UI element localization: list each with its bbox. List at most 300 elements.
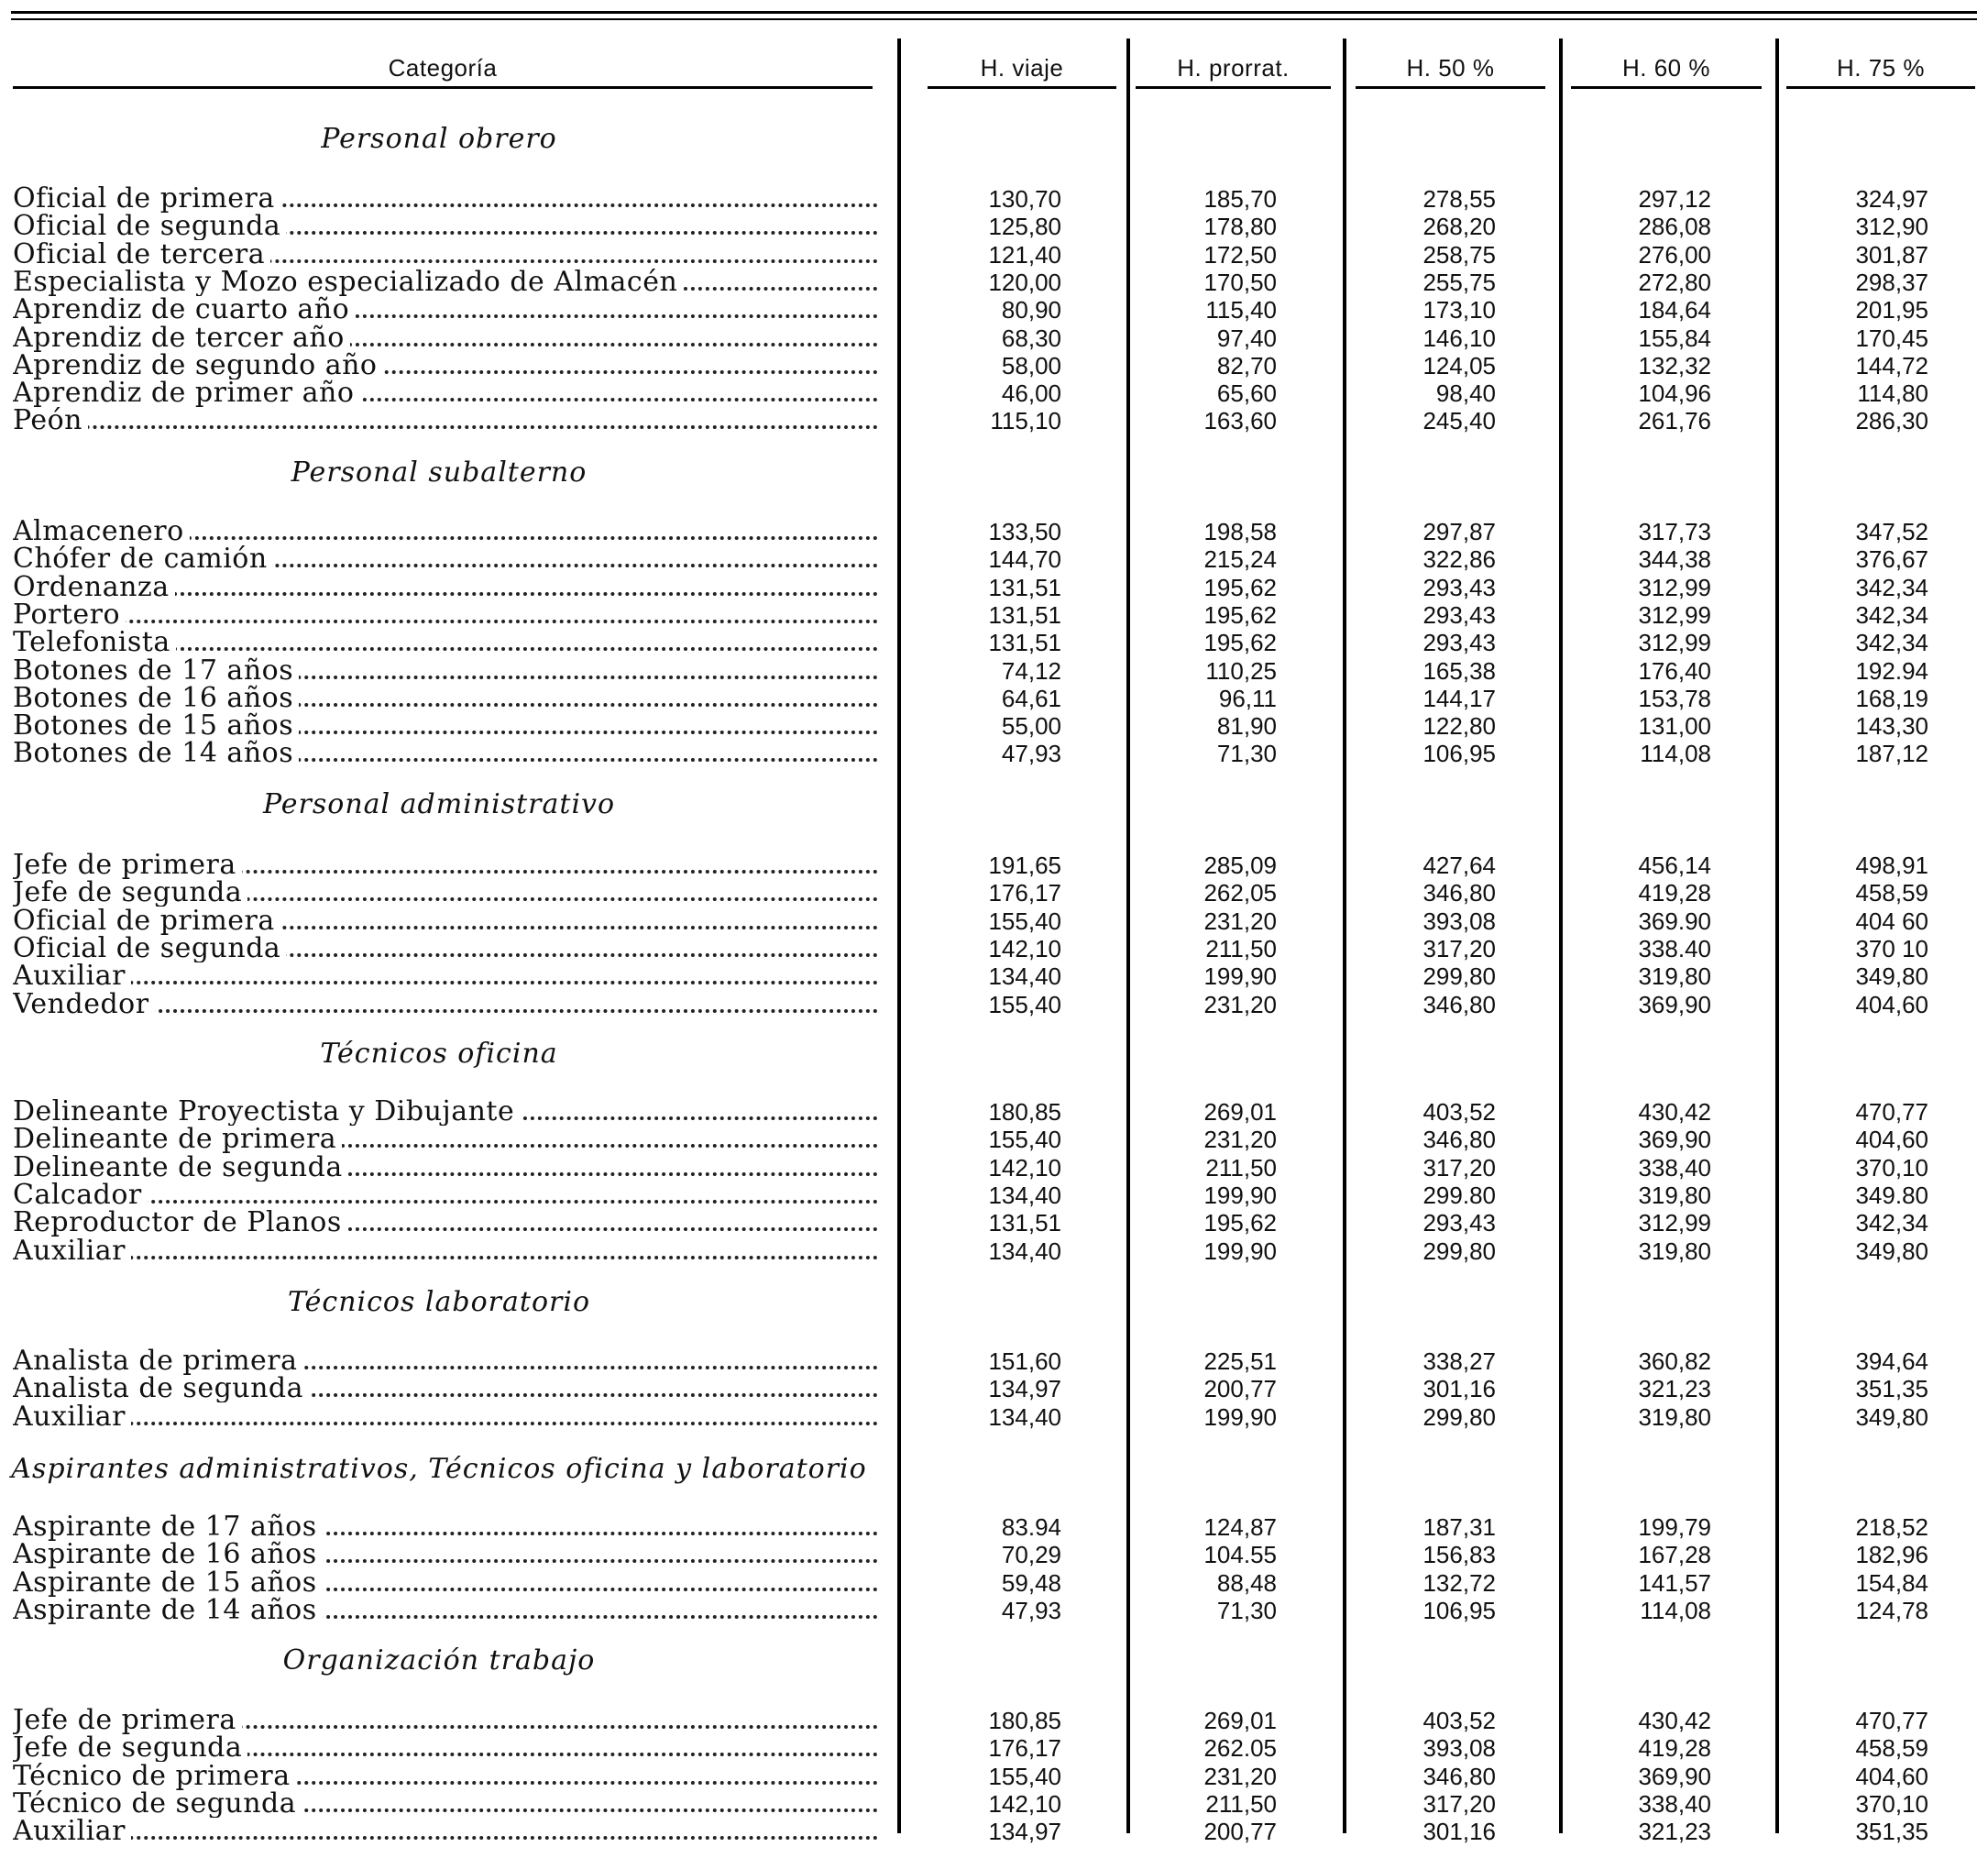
cell-value: 349,80 bbox=[1855, 1403, 1928, 1431]
cell-value: 498,91 bbox=[1855, 852, 1928, 879]
leader-dots bbox=[13, 425, 878, 429]
row-label-text: Aspirante de 14 años bbox=[13, 1597, 323, 1624]
row-label bbox=[13, 185, 878, 213]
cell-value: 195,62 bbox=[1203, 1209, 1277, 1237]
cell-value: 297,87 bbox=[1422, 518, 1496, 545]
leader-dots bbox=[13, 981, 878, 984]
table-row bbox=[0, 407, 1988, 434]
row-label-text: Jefe de segunda bbox=[13, 879, 247, 907]
cell-value: 134,40 bbox=[988, 1182, 1061, 1209]
cell-value: 125,80 bbox=[988, 213, 1061, 240]
row-label bbox=[13, 1569, 878, 1597]
cell-value: 269,01 bbox=[1203, 1098, 1277, 1126]
header-underline bbox=[13, 86, 873, 89]
row-label bbox=[13, 1513, 878, 1541]
cell-value: 132,32 bbox=[1638, 352, 1711, 379]
table-row bbox=[0, 1098, 1988, 1126]
cell-value: 106,95 bbox=[1422, 1597, 1496, 1624]
cell-value: 192.94 bbox=[1855, 657, 1928, 685]
table-row bbox=[0, 852, 1988, 879]
cell-value: 47,93 bbox=[1001, 1597, 1061, 1624]
table-row bbox=[0, 1182, 1988, 1209]
row-label-text: Delineante de primera bbox=[13, 1126, 342, 1153]
table-row bbox=[0, 1403, 1988, 1431]
cell-value: 182,96 bbox=[1855, 1541, 1928, 1568]
row-label bbox=[13, 241, 878, 269]
row-label-text: Aprendiz de tercer año bbox=[13, 324, 350, 352]
row-label-text: Botones de 14 años bbox=[13, 740, 299, 767]
cell-value: 342,34 bbox=[1855, 601, 1928, 629]
cell-value: 82,70 bbox=[1216, 352, 1277, 379]
cell-value: 346,80 bbox=[1422, 1126, 1496, 1153]
row-label bbox=[13, 1790, 878, 1818]
cell-value: 134,40 bbox=[988, 1237, 1061, 1265]
cell-value: 419,28 bbox=[1638, 1734, 1711, 1762]
row-label-text: Especialista y Mozo especializado de Almacén bbox=[13, 269, 683, 296]
leader-dots bbox=[13, 620, 878, 623]
cell-value: 97,40 bbox=[1216, 324, 1277, 352]
cell-value: 134,40 bbox=[988, 1403, 1061, 1431]
row-label-text: Auxiliar bbox=[13, 962, 131, 990]
header-underline bbox=[928, 86, 1116, 89]
cell-value: 200,77 bbox=[1203, 1818, 1277, 1845]
cell-value: 81,90 bbox=[1216, 712, 1277, 740]
row-label-text: Oficial de tercera bbox=[13, 241, 270, 269]
cell-value: 319,80 bbox=[1638, 1182, 1711, 1209]
cell-value: 170,45 bbox=[1855, 324, 1928, 352]
table-row bbox=[0, 962, 1988, 990]
row-label-text: Botones de 15 años bbox=[13, 712, 299, 740]
cell-value: 172,50 bbox=[1203, 241, 1277, 269]
cell-value: 317,20 bbox=[1422, 1154, 1496, 1182]
row-label-text: Reproductor de Planos bbox=[13, 1209, 347, 1237]
table-row bbox=[0, 712, 1988, 740]
column-header: H. prorrat. bbox=[1177, 53, 1290, 82]
cell-value: 427,64 bbox=[1422, 852, 1496, 879]
table-row bbox=[0, 213, 1988, 240]
cell-value: 231,20 bbox=[1203, 1763, 1277, 1790]
cell-value: 131,00 bbox=[1638, 712, 1711, 740]
cell-value: 346,80 bbox=[1422, 991, 1496, 1018]
row-label-text: Botones de 17 años bbox=[13, 657, 299, 685]
row-label bbox=[13, 879, 878, 907]
cell-value: 342,34 bbox=[1855, 1209, 1928, 1237]
cell-value: 276,00 bbox=[1638, 241, 1711, 269]
row-label bbox=[13, 1403, 878, 1431]
row-label-text: Oficial de primera bbox=[13, 185, 280, 213]
cell-value: 124,05 bbox=[1422, 352, 1496, 379]
cell-value: 104.55 bbox=[1203, 1541, 1277, 1568]
row-label-text: Delineante de segunda bbox=[13, 1154, 348, 1182]
cell-value: 297,12 bbox=[1638, 185, 1711, 213]
cell-value: 470,77 bbox=[1855, 1098, 1928, 1126]
cell-value: 403,52 bbox=[1422, 1098, 1496, 1126]
cell-value: 71,30 bbox=[1216, 740, 1277, 767]
cell-value: 71,30 bbox=[1216, 1597, 1277, 1624]
cell-value: 376,67 bbox=[1855, 545, 1928, 573]
cell-value: 180,85 bbox=[988, 1707, 1061, 1734]
cell-value: 133,50 bbox=[988, 518, 1061, 545]
row-label bbox=[13, 324, 878, 352]
header-underline bbox=[1786, 86, 1975, 89]
cell-value: 370,10 bbox=[1855, 1154, 1928, 1182]
cell-value: 132,72 bbox=[1422, 1569, 1496, 1597]
row-label-text: Analista de segunda bbox=[13, 1375, 309, 1402]
row-label-text: Aprendiz de segundo año bbox=[13, 352, 383, 379]
cell-value: 211,50 bbox=[1205, 935, 1277, 962]
table-row bbox=[0, 991, 1988, 1018]
cell-value: 130,70 bbox=[988, 185, 1061, 213]
cell-value: 155,40 bbox=[988, 1763, 1061, 1790]
section-title: Aspirantes administrativos, Técnicos oficina y laboratorio bbox=[11, 1453, 867, 1485]
cell-value: 131,51 bbox=[988, 601, 1061, 629]
row-label bbox=[13, 685, 878, 712]
cell-value: 321,23 bbox=[1638, 1375, 1711, 1402]
table-row bbox=[0, 545, 1988, 573]
row-label-text: Auxiliar bbox=[13, 1237, 131, 1265]
cell-value: 96,11 bbox=[1218, 685, 1277, 712]
cell-value: 255,75 bbox=[1422, 269, 1496, 296]
cell-value: 201,95 bbox=[1855, 296, 1928, 324]
top-rule bbox=[11, 11, 1977, 14]
cell-value: 293,43 bbox=[1422, 574, 1496, 601]
row-label-text: Jefe de primera bbox=[13, 852, 242, 879]
cell-value: 319,80 bbox=[1638, 1403, 1711, 1431]
row-label bbox=[13, 1154, 878, 1182]
cell-value: 184,64 bbox=[1638, 296, 1711, 324]
cell-value: 231,20 bbox=[1203, 907, 1277, 935]
cell-value: 191,65 bbox=[988, 852, 1061, 879]
cell-value: 55,00 bbox=[1001, 712, 1061, 740]
row-label-text: Auxiliar bbox=[13, 1403, 131, 1431]
cell-value: 70,29 bbox=[1001, 1541, 1061, 1568]
cell-value: 199,90 bbox=[1203, 1182, 1277, 1209]
cell-value: 143,30 bbox=[1855, 712, 1928, 740]
cell-value: 215,24 bbox=[1203, 545, 1277, 573]
header-underline bbox=[1571, 86, 1762, 89]
cell-value: 46,00 bbox=[1001, 379, 1061, 407]
table-row bbox=[0, 1375, 1988, 1402]
row-label bbox=[13, 574, 878, 601]
row-label-text: Aspirante de 15 años bbox=[13, 1569, 323, 1597]
cell-value: 272,80 bbox=[1638, 269, 1711, 296]
cell-value: 324,97 bbox=[1855, 185, 1928, 213]
cell-value: 178,80 bbox=[1203, 213, 1277, 240]
cell-value: 346,80 bbox=[1422, 1763, 1496, 1790]
row-label bbox=[13, 407, 878, 434]
cell-value: 299.80 bbox=[1422, 1182, 1496, 1209]
cell-value: 155,40 bbox=[988, 907, 1061, 935]
table-row bbox=[0, 518, 1988, 545]
table-row bbox=[0, 685, 1988, 712]
cell-value: 369,90 bbox=[1638, 1763, 1711, 1790]
cell-value: 198,58 bbox=[1203, 518, 1277, 545]
cell-value: 106,95 bbox=[1422, 740, 1496, 767]
table-row bbox=[0, 269, 1988, 296]
row-label bbox=[13, 1237, 878, 1265]
cell-value: 347,52 bbox=[1855, 518, 1928, 545]
cell-value: 120,00 bbox=[988, 269, 1061, 296]
cell-value: 114,08 bbox=[1640, 740, 1711, 767]
cell-value: 124,78 bbox=[1855, 1597, 1928, 1624]
section-title: Técnicos laboratorio bbox=[287, 1286, 591, 1318]
cell-value: 301,16 bbox=[1422, 1375, 1496, 1402]
cell-value: 338,40 bbox=[1638, 1790, 1711, 1818]
cell-value: 211,50 bbox=[1205, 1790, 1277, 1818]
row-label bbox=[13, 1818, 878, 1845]
row-label-text: Almacenero bbox=[13, 518, 190, 545]
cell-value: 298,37 bbox=[1855, 269, 1928, 296]
cell-value: 349,80 bbox=[1855, 962, 1928, 990]
table-row bbox=[0, 574, 1988, 601]
table-row bbox=[0, 740, 1988, 767]
cell-value: 195,62 bbox=[1203, 629, 1277, 656]
table-row bbox=[0, 879, 1988, 907]
cell-value: 180,85 bbox=[988, 1098, 1061, 1126]
cell-value: 312,99 bbox=[1638, 601, 1711, 629]
row-label bbox=[13, 712, 878, 740]
cell-value: 134,97 bbox=[988, 1818, 1061, 1845]
table-row bbox=[0, 241, 1988, 269]
column-header: H. 50 % bbox=[1406, 53, 1495, 82]
cell-value: 176,17 bbox=[988, 1734, 1061, 1762]
cell-value: 269,01 bbox=[1203, 1707, 1277, 1734]
cell-value: 155,40 bbox=[988, 1126, 1061, 1153]
table-row bbox=[0, 296, 1988, 324]
row-label-text: Botones de 16 años bbox=[13, 685, 299, 712]
cell-value: 293,43 bbox=[1422, 629, 1496, 656]
row-label-text: Aprendiz de cuarto año bbox=[13, 296, 355, 324]
row-label-text: Telefonista bbox=[13, 629, 176, 656]
cell-value: 231,20 bbox=[1203, 991, 1277, 1018]
cell-value: 199,90 bbox=[1203, 962, 1277, 990]
row-label bbox=[13, 1763, 878, 1790]
row-label-text: Jefe de primera bbox=[13, 1707, 242, 1734]
row-label bbox=[13, 1597, 878, 1624]
column-header: H. 60 % bbox=[1622, 53, 1710, 82]
cell-value: 211,50 bbox=[1205, 1154, 1277, 1182]
cell-value: 64,61 bbox=[1001, 685, 1061, 712]
cell-value: 168,19 bbox=[1855, 685, 1928, 712]
row-label-text: Técnico de primera bbox=[13, 1763, 296, 1790]
row-label-text: Delineante Proyectista y Dibujante bbox=[13, 1098, 520, 1126]
section-title: Organización trabajo bbox=[282, 1644, 596, 1677]
row-label-text: Oficial de segunda bbox=[13, 213, 286, 240]
cell-value: 360,82 bbox=[1638, 1347, 1711, 1375]
cell-value: 114,08 bbox=[1640, 1597, 1711, 1624]
cell-value: 122,80 bbox=[1422, 712, 1496, 740]
cell-value: 187,12 bbox=[1855, 740, 1928, 767]
cell-value: 115,10 bbox=[990, 407, 1061, 434]
cell-value: 199,90 bbox=[1203, 1237, 1277, 1265]
row-label bbox=[13, 1098, 878, 1126]
cell-value: 321,23 bbox=[1638, 1818, 1711, 1845]
row-label bbox=[13, 1182, 878, 1209]
cell-value: 151,60 bbox=[988, 1347, 1061, 1375]
cell-value: 394,64 bbox=[1855, 1347, 1928, 1375]
row-label bbox=[13, 1541, 878, 1568]
row-label bbox=[13, 213, 878, 240]
cell-value: 47,93 bbox=[1001, 740, 1061, 767]
cell-value: 393,08 bbox=[1422, 1734, 1496, 1762]
cell-value: 393,08 bbox=[1422, 907, 1496, 935]
cell-value: 338,27 bbox=[1422, 1347, 1496, 1375]
cell-value: 195,62 bbox=[1203, 601, 1277, 629]
cell-value: 369,90 bbox=[1638, 991, 1711, 1018]
cell-value: 74,12 bbox=[1001, 657, 1061, 685]
leader-dots bbox=[13, 1422, 878, 1425]
cell-value: 231,20 bbox=[1203, 1126, 1277, 1153]
cell-value: 319,80 bbox=[1638, 1237, 1711, 1265]
cell-value: 144,72 bbox=[1855, 352, 1928, 379]
cell-value: 165,38 bbox=[1422, 657, 1496, 685]
cell-value: 369,90 bbox=[1638, 1126, 1711, 1153]
table-row bbox=[0, 1513, 1988, 1541]
row-label-text: Chófer de camión bbox=[13, 545, 273, 573]
cell-value: 370,10 bbox=[1855, 1790, 1928, 1818]
cell-value: 185,70 bbox=[1203, 185, 1277, 213]
cell-value: 285,09 bbox=[1203, 852, 1277, 879]
cell-value: 404 60 bbox=[1855, 907, 1928, 935]
table-row bbox=[0, 185, 1988, 213]
cell-value: 301,16 bbox=[1422, 1818, 1496, 1845]
cell-value: 404,60 bbox=[1855, 991, 1928, 1018]
table-row bbox=[0, 1209, 1988, 1237]
cell-value: 351,35 bbox=[1855, 1375, 1928, 1402]
row-label-text: Oficial de segunda bbox=[13, 935, 286, 962]
cell-value: 419,28 bbox=[1638, 879, 1711, 907]
cell-value: 342,34 bbox=[1855, 629, 1928, 656]
cell-value: 458,59 bbox=[1855, 879, 1928, 907]
cell-value: 262,05 bbox=[1203, 879, 1277, 907]
cell-value: 58,00 bbox=[1001, 352, 1061, 379]
leader-dots bbox=[13, 1256, 878, 1259]
row-label-text: Jefe de segunda bbox=[13, 1734, 247, 1762]
cell-value: 155,40 bbox=[988, 991, 1061, 1018]
row-label bbox=[13, 296, 878, 324]
cell-value: 404,60 bbox=[1855, 1763, 1928, 1790]
cell-value: 286,08 bbox=[1638, 213, 1711, 240]
cell-value: 110,25 bbox=[1205, 657, 1277, 685]
table-row bbox=[0, 352, 1988, 379]
row-label bbox=[13, 518, 878, 545]
cell-value: 163,60 bbox=[1203, 407, 1277, 434]
row-label bbox=[13, 352, 878, 379]
cell-value: 141,57 bbox=[1638, 1569, 1711, 1597]
cell-value: 312,90 bbox=[1855, 213, 1928, 240]
cell-value: 134,97 bbox=[988, 1375, 1061, 1402]
table-row bbox=[0, 379, 1988, 407]
row-label bbox=[13, 629, 878, 656]
table-row bbox=[0, 1347, 1988, 1375]
row-label-text: Portero bbox=[13, 601, 126, 629]
section-title: Personal subalterno bbox=[291, 456, 588, 489]
row-label bbox=[13, 907, 878, 935]
cell-value: 349,80 bbox=[1855, 1237, 1928, 1265]
leader-dots bbox=[13, 1836, 878, 1840]
row-label bbox=[13, 1347, 878, 1375]
cell-value: 167,28 bbox=[1638, 1541, 1711, 1568]
cell-value: 299,80 bbox=[1422, 1403, 1496, 1431]
table-row bbox=[0, 324, 1988, 352]
row-label-text: Aspirante de 16 años bbox=[13, 1541, 323, 1568]
table-row bbox=[0, 1818, 1988, 1845]
cell-value: 80,90 bbox=[1001, 296, 1061, 324]
column-header: H. 75 % bbox=[1837, 53, 1925, 82]
cell-value: 83.94 bbox=[1001, 1513, 1061, 1541]
row-label bbox=[13, 269, 878, 296]
cell-value: 312,99 bbox=[1638, 574, 1711, 601]
row-label bbox=[13, 991, 878, 1018]
cell-value: 131,51 bbox=[988, 574, 1061, 601]
cell-value: 404,60 bbox=[1855, 1126, 1928, 1153]
table-row bbox=[0, 1569, 1988, 1597]
row-label-text: Auxiliar bbox=[13, 1818, 131, 1845]
cell-value: 195,62 bbox=[1203, 574, 1277, 601]
row-label bbox=[13, 379, 878, 407]
cell-value: 344,38 bbox=[1638, 545, 1711, 573]
row-label bbox=[13, 601, 878, 629]
table-row bbox=[0, 935, 1988, 962]
cell-value: 199,79 bbox=[1638, 1513, 1711, 1541]
table-row bbox=[0, 601, 1988, 629]
cell-value: 317,20 bbox=[1422, 935, 1496, 962]
row-label bbox=[13, 545, 878, 573]
table-row bbox=[0, 1763, 1988, 1790]
cell-value: 187,31 bbox=[1422, 1513, 1496, 1541]
cell-value: 154,84 bbox=[1855, 1569, 1928, 1597]
cell-value: 144,70 bbox=[988, 545, 1061, 573]
cell-value: 312,99 bbox=[1638, 1209, 1711, 1237]
cell-value: 262.05 bbox=[1203, 1734, 1277, 1762]
cell-value: 456,14 bbox=[1638, 852, 1711, 879]
cell-value: 114,80 bbox=[1857, 379, 1928, 407]
cell-value: 142,10 bbox=[988, 1154, 1061, 1182]
cell-value: 65,60 bbox=[1216, 379, 1277, 407]
column-header: H. viaje bbox=[980, 53, 1064, 82]
cell-value: 403,52 bbox=[1422, 1707, 1496, 1734]
cell-value: 155,84 bbox=[1638, 324, 1711, 352]
section-title: Personal administrativo bbox=[262, 788, 616, 820]
header-underline bbox=[1356, 86, 1545, 89]
top-rule-thin bbox=[11, 18, 1977, 20]
row-label bbox=[13, 657, 878, 685]
cell-value: 312,99 bbox=[1638, 629, 1711, 656]
row-label bbox=[13, 1734, 878, 1762]
cell-value: 134,40 bbox=[988, 962, 1061, 990]
column-header: Categoría bbox=[388, 53, 498, 82]
row-label bbox=[13, 935, 878, 962]
table-row bbox=[0, 1237, 1988, 1265]
cell-value: 121,40 bbox=[988, 241, 1061, 269]
section-title: Personal obrero bbox=[321, 123, 557, 155]
cell-value: 153,78 bbox=[1638, 685, 1711, 712]
cell-value: 278,55 bbox=[1422, 185, 1496, 213]
cell-value: 156,83 bbox=[1422, 1541, 1496, 1568]
table-row bbox=[0, 1126, 1988, 1153]
cell-value: 225,51 bbox=[1203, 1347, 1277, 1375]
cell-value: 369.90 bbox=[1638, 907, 1711, 935]
cell-value: 261,76 bbox=[1638, 407, 1711, 434]
cell-value: 200,77 bbox=[1203, 1375, 1277, 1402]
cell-value: 338,40 bbox=[1638, 1154, 1711, 1182]
table-row bbox=[0, 1154, 1988, 1182]
cell-value: 144,17 bbox=[1422, 685, 1496, 712]
cell-value: 286,30 bbox=[1855, 407, 1928, 434]
cell-value: 349.80 bbox=[1855, 1182, 1928, 1209]
row-label-text: Oficial de primera bbox=[13, 907, 280, 935]
cell-value: 342,34 bbox=[1855, 574, 1928, 601]
